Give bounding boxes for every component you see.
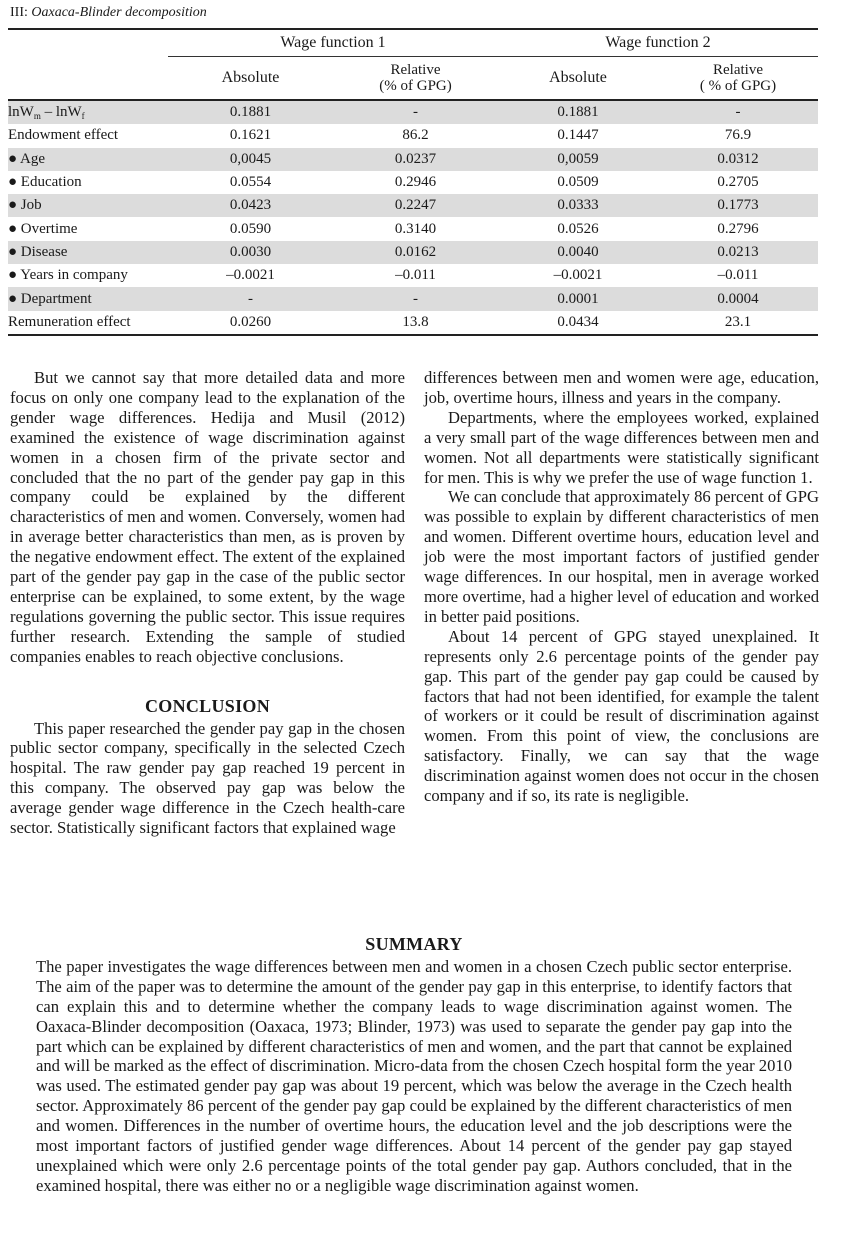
conclusion-heading: CONCLUSION (144, 695, 271, 716)
table-cell: 0.0509 (557, 174, 599, 191)
table-row (8, 287, 818, 310)
row-label: ● Education (8, 174, 82, 191)
decomposition-table (8, 28, 818, 336)
table-cell: 0.2705 (717, 174, 759, 191)
row-label: ● Job (8, 194, 168, 217)
table-cell: 0.0260 (168, 311, 333, 335)
row-label: ● Years in company (8, 267, 128, 284)
table-cell: - (658, 100, 818, 124)
table-cell: 0.0434 (498, 311, 658, 335)
summary-heading: SUMMARY (365, 934, 463, 954)
table-row (8, 264, 818, 287)
table-cell: 23.1 (658, 311, 818, 335)
table-row (8, 194, 818, 217)
table-cell: 0.0312 (658, 148, 818, 171)
paragraph: But we cannot say that more detailed data and more focus on only one company lead to the explanation of the gender wage differences. Hedija and Musil (2012) examined the existence of wage discrimination against women in a chosen firm of the private sector and concluded that the no part of the gender pay gap in this company could be explained by the different characteristics of men and women. Conversely, women had in average better characteristics than men, as is proven by the negative endowment effect. The extent of the explained part of the gender pay gap in the case of the public sector enterprise can be explained, to some extent, by the wage regulations governing the public sector. This issue requires further research. Extending the sample of studied companies enables to reach objective conclusions. (10, 368, 405, 666)
table-cell: 0.0030 (168, 241, 333, 264)
table-cell: –0.011 (395, 267, 436, 284)
table-cell: 0.1621 (229, 127, 272, 144)
table-cell: 0.0004 (658, 287, 818, 310)
paragraph: We can conclude that approximately 86 percent of GPG was possible to explain by different characteristics of men and women. Different overtime hours, education level and job were the most important factors of justified gender wage differences. In our hospital, men in average worked more overtime, had a higher level of education and worked in better paid positions. (424, 487, 819, 626)
table-row (8, 171, 818, 194)
paragraph: About 14 percent of GPG stayed unexplained. It represents only 2.6 percentage points of the gender pay gap. This part of the gender pay gap could be caused by factors that had not been identified, for example the talent of workers or it could be result of discrimination against women. From this point of view, the conclusions are satisfactory. Finally, we can say that the wage discrimination against women does not occur in the chosen company and if so, its rate is negligible. (424, 626, 819, 806)
table-cell: - (333, 100, 498, 124)
table-cell: 0.3140 (394, 220, 437, 237)
table-group-header (8, 29, 818, 57)
table-cell: 0.0001 (498, 287, 658, 310)
table-cell: 0.0554 (229, 174, 272, 191)
table-cell: 0.0237 (333, 148, 498, 171)
table-row (8, 148, 818, 171)
paragraph: This paper researched the gender pay gap in the chosen public sector company, specifically in the selected Czech hospital. The raw gender pay gap reached 19 percent in this company. The observed pay gap was below the average gender wage difference in the Czech health-care sector. Statistically significant factors that explained wage (10, 718, 405, 838)
paragraph: differences between men and women were age, education, job, overtime hours, illness and years in the company. (424, 368, 819, 407)
table-row (8, 100, 818, 124)
table-cell: 0.1773 (658, 194, 818, 217)
table-cell: 0.0590 (229, 220, 272, 237)
table-cell: - (168, 287, 333, 310)
table-cell: 76.9 (724, 127, 752, 144)
left-column (10, 368, 405, 838)
row-label: ● Disease (8, 241, 168, 264)
table-cell: 0.0213 (658, 241, 818, 264)
table-cell: 0.0333 (498, 194, 658, 217)
table-subheader (8, 57, 818, 101)
summary-section (36, 935, 792, 1196)
table-cell: 0.0162 (333, 241, 498, 264)
table-row (8, 241, 818, 264)
table-cell: 0.1881 (168, 100, 333, 124)
relative-header-1: Relative (% of GPG) (379, 62, 452, 94)
row-label: ● Department (8, 287, 168, 310)
table-cell: 0.1881 (498, 100, 658, 124)
table-cell: 0.2796 (717, 220, 759, 237)
table-cell: 86.2 (402, 127, 429, 144)
row-label: Remuneration effect (8, 311, 168, 335)
table-cell: 0.0526 (557, 220, 599, 237)
group-header-wage-function-1: Wage function 1 (168, 29, 498, 57)
empty-corner (8, 29, 168, 57)
group-header-wage-function-2: Wage function 2 (498, 29, 818, 57)
table-cell: 0.1447 (557, 127, 599, 144)
table-cell: 0.0423 (168, 194, 333, 217)
relative-header-2: Relative ( % of GPG) (699, 62, 777, 94)
table-cell: –0.011 (717, 267, 759, 284)
table-row (8, 124, 818, 147)
absolute-header-2: Absolute (549, 69, 607, 86)
table-cell: 0.0040 (498, 241, 658, 264)
table-cell: –0.0021 (553, 267, 603, 284)
paragraph: Departments, where the employees worked, explained a very small part of the wage differences between men and women. Not all departments were statistically significant for men. This is why we prefer the use of wage function 1. (424, 407, 819, 487)
row-label-log-wage-difference: lnW$_m$ – lnW$_f$ (8, 100, 168, 124)
table-cell: - (333, 287, 498, 310)
table-row (8, 217, 818, 240)
absolute-header-1: Absolute (221, 69, 280, 86)
table-cell: 0.2946 (394, 174, 437, 191)
table-cell: 13.8 (333, 311, 498, 335)
table-caption (10, 5, 207, 21)
right-column (424, 368, 819, 806)
table-number: III: (10, 5, 28, 20)
table-row (8, 311, 818, 335)
summary-text: The paper investigates the wage differences between men and women in a chosen Czech public sector enterprise. The aim of the paper was to determine the amount of the gender pay gap in this enterprise, to identify factors that can explain this and to determine whether the company leads to wage discrimination against women. The Oaxaca-Blinder decomposition (Oaxaca, 1973; Blinder, 1973) was used to separate the gender pay gap into the part which can be explained by different characteristics of men and women, and the part that cannot be explained and will be marked as the effect of discrimination. Micro-data from the chosen Czech hospital form the year 2010 was used. The estimated gender pay gap was about 19 percent, which was below the average in the Czech health sector. Approximately 86 percent of the gender pay gap could be explained by the different characteristics of men and women. Differences in the number of overtime hours, the education level and the job descriptions were the most important factors of justified gender wage differences. About 14 percent of the gender pay gap stayed unexplained which were only 2.6 percentage points of the total gender pay gap. Authors concluded, that in the examined hospital, there was either no or a negligible wage discrimination against women. (36, 956, 792, 1195)
row-label: ● Age (8, 148, 168, 171)
table-cell: 0.2247 (333, 194, 498, 217)
row-label: Endowment effect (8, 127, 119, 144)
table-cell: 0,0045 (168, 148, 333, 171)
row-label: ● Overtime (8, 220, 78, 237)
table-title: Oaxaca-Blinder decomposition (31, 5, 207, 20)
table-cell: –0.0021 (226, 267, 275, 284)
table-cell: 0,0059 (498, 148, 658, 171)
